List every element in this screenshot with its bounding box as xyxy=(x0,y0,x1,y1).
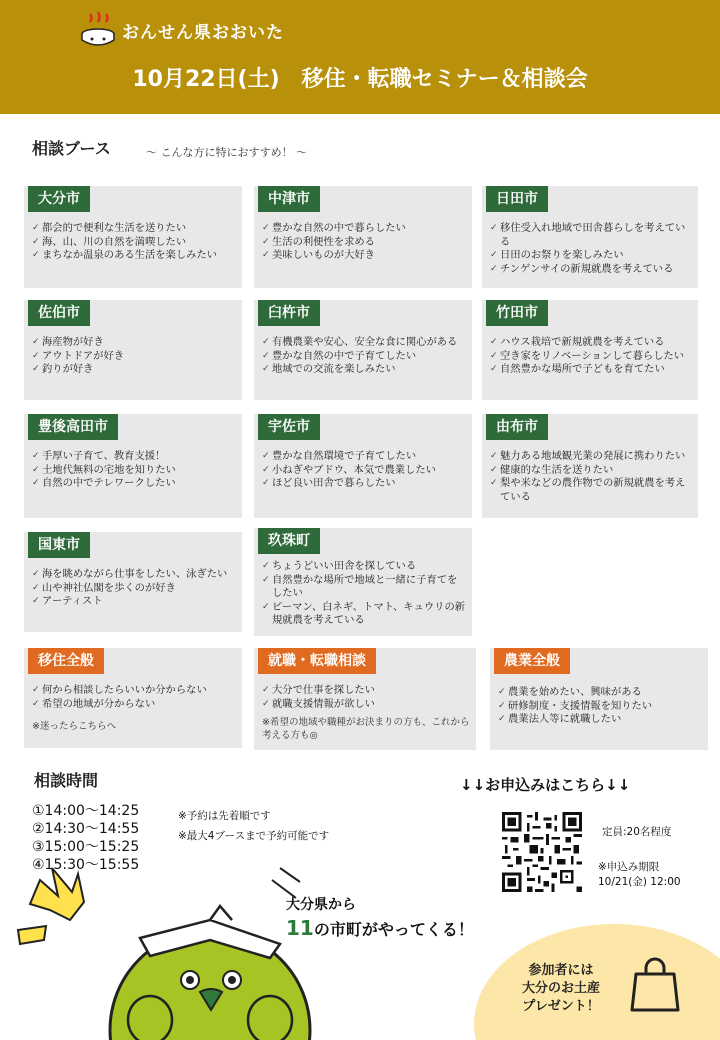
booth-name: 宇佐市 xyxy=(258,414,320,440)
booth-name: 玖珠町 xyxy=(258,528,320,554)
list-item: ✓ 自然豊かな場所で地域と一緒に子育てをしたい xyxy=(262,574,466,601)
header-banner xyxy=(0,0,720,114)
logo xyxy=(78,10,284,50)
booth-name: 豊後高田市 xyxy=(28,414,118,440)
list-item: ✓ 小ねぎやブドウ、本気で農業したい xyxy=(262,464,466,478)
list-item: ✓ 何から相談したらいいか分からない xyxy=(32,684,236,698)
booth-name: 就職・転職相談 xyxy=(258,648,376,674)
list-item: ✓ 研修制度・支援情報を知りたい xyxy=(498,700,702,714)
deadline-value: 10/21(金) 12:00 xyxy=(598,876,681,888)
list-item: ✓ 地域での交流を楽しみたい xyxy=(262,363,466,377)
list-item: ✓ 山や神社仏閣を歩くのが好き xyxy=(32,582,236,596)
booth-name: 日田市 xyxy=(486,186,548,212)
booth-usuki xyxy=(254,300,472,400)
list-item: ✓ 豊かな自然の中で子育てしたい xyxy=(262,350,466,364)
booth-limit-note: ※最大4ブースまで予約可能です xyxy=(178,830,330,842)
time-slot: ④15:30〜15:55 xyxy=(32,857,140,873)
booth-name: 国東市 xyxy=(28,532,90,558)
booth-iju-general xyxy=(24,648,242,748)
booth-name: 大分市 xyxy=(28,186,90,212)
booth-items xyxy=(32,336,236,377)
shopping-bag-icon xyxy=(630,956,680,1014)
mascot-illustration-icon xyxy=(0,860,320,1040)
list-item: ✓ 農業法人等に就職したい xyxy=(498,713,702,727)
booth-name: 農業全般 xyxy=(494,648,570,674)
list-item: ✓ 移住受入れ地域で田舎暮らしを考えている xyxy=(490,222,692,249)
deadline-label: ※申込み期限 xyxy=(598,861,660,873)
booth-nakatsu xyxy=(254,186,472,288)
booth-items xyxy=(262,684,470,711)
list-item: ✓ 大分で仕事を探したい xyxy=(262,684,470,698)
booth-name: 由布市 xyxy=(486,414,548,440)
booth-yufu xyxy=(482,414,698,518)
list-item: ✓ 生活の利便性を求める xyxy=(262,236,466,250)
list-item: ✓ 都会的で便利な生活を送りたい xyxy=(32,222,236,236)
list-item: ✓ ちょうどいい田舎を探している xyxy=(262,560,466,574)
booth-oita xyxy=(24,186,242,288)
logo-text: おんせん県おおいた xyxy=(122,22,284,43)
booth-job-consult xyxy=(254,648,476,750)
speech-bubble xyxy=(286,894,476,940)
list-item: ✓ 豊かな自然の中で暮らしたい xyxy=(262,222,466,236)
list-item: ✓ チンゲンサイの新規就農を考えている xyxy=(490,263,692,277)
qr-code-icon[interactable] xyxy=(502,812,582,892)
list-item: ✓ 海、山、川の自然を満喫したい xyxy=(32,236,236,250)
time-slot: ②14:30〜14:55 xyxy=(32,821,140,837)
booth-items xyxy=(490,222,692,276)
gift-line-1: 参加者には xyxy=(528,963,594,978)
booth-items xyxy=(32,684,236,711)
list-item: ✓ 海を眺めながら仕事をしたい、泳ぎたい xyxy=(32,568,236,582)
booth-taketa xyxy=(482,300,698,400)
gift-line-3: プレゼント！ xyxy=(522,999,600,1014)
capacity-text: 定員:20名程度 xyxy=(602,826,672,838)
list-item: ✓ アウトドアが好き xyxy=(32,350,236,364)
booth-items xyxy=(490,336,692,377)
reservation-note: ※予約は先着順です xyxy=(178,810,271,822)
gift-text xyxy=(506,962,616,1016)
consult-booth-subheading: 〜 こんな方に特におすすめ！ 〜 xyxy=(146,146,308,159)
apply-heading: ↓↓お申込みはこちら↓↓ xyxy=(460,774,630,795)
consult-booth-heading: 相談ブース xyxy=(32,136,111,159)
booth-agri-general xyxy=(490,648,708,750)
list-item: ✓ まちなか温泉のある生活を楽しみたい xyxy=(32,249,236,263)
booth-items xyxy=(32,450,236,491)
list-item: ✓ 希望の地域が分からない xyxy=(32,698,236,712)
booth-items xyxy=(490,450,692,504)
list-item: ✓ アーティスト xyxy=(32,595,236,609)
booth-items xyxy=(32,568,236,609)
booth-items xyxy=(498,686,702,727)
gift-line-2: 大分のお土産 xyxy=(521,981,600,996)
list-item: ✓ ほど良い田舎で暮らしたい xyxy=(262,477,466,491)
list-item: ✓ 自然の中でテレワークしたい xyxy=(32,477,236,491)
speech-line-1: 大分県から xyxy=(286,897,356,913)
list-item: ✓ 健康的な生活を送りたい xyxy=(490,464,692,478)
list-item: ✓ 手厚い子育て、教育支援！ xyxy=(32,450,236,464)
booth-note: ※迷ったらこちらへ xyxy=(32,721,116,732)
booth-kunisaki xyxy=(24,532,242,632)
onsen-logo-icon xyxy=(78,10,118,50)
booth-items xyxy=(262,336,466,377)
time-slot: ①14:00〜14:25 xyxy=(32,803,140,819)
list-item: ✓ 海産物が好き xyxy=(32,336,236,350)
booth-kusu xyxy=(254,528,472,636)
list-item: ✓ 就職支援情報が欲しい xyxy=(262,698,470,712)
list-item: ✓ ハウス栽培で新規就農を考えている xyxy=(490,336,692,350)
booth-items xyxy=(262,222,466,263)
booth-name: 中津市 xyxy=(258,186,320,212)
booth-name: 臼杵市 xyxy=(258,300,320,326)
speech-line-2 xyxy=(286,916,476,940)
speech-line-2-text: の市町がやってくる！ xyxy=(313,920,474,939)
list-item: ✓ 有機農業や安心、安全な食に関心がある xyxy=(262,336,466,350)
list-item: ✓ 美味しいものが大好き xyxy=(262,249,466,263)
list-item: ✓ 豊かな自然環境で子育てしたい xyxy=(262,450,466,464)
booth-saiki xyxy=(24,300,242,400)
list-item: ✓ 空き家をリノベーションして暮らしたい xyxy=(490,350,692,364)
list-item: ✓ 釣りが好き xyxy=(32,363,236,377)
list-item: ✓ ピーマン、白ネギ、トマト、キュウリの新規就農を考えている xyxy=(262,601,466,628)
booth-items xyxy=(262,450,466,491)
booth-name: 竹田市 xyxy=(486,300,548,326)
time-slot: ③15:00〜15:25 xyxy=(32,839,140,855)
booth-items xyxy=(32,222,236,263)
list-item: ✓ 土地代無料の宅地を知りたい xyxy=(32,464,236,478)
deadline xyxy=(598,860,681,890)
booth-name: 移住全般 xyxy=(28,648,104,674)
page-title: 10月22日(土) 移住・転職セミナー＆相談会 xyxy=(132,67,588,92)
list-item: ✓ 自然豊かな場所で子どもを育てたい xyxy=(490,363,692,377)
booth-note: ※希望の地域や職種がお決まりの方も、これから考える方も◎ xyxy=(262,717,470,741)
booth-name: 佐伯市 xyxy=(28,300,90,326)
list-item: ✓ 梨や米などの農作物での新規就農を考えている xyxy=(490,477,692,504)
list-item: ✓ 日田のお祭りを楽しみたい xyxy=(490,249,692,263)
booth-items xyxy=(262,560,466,628)
list-item: ✓ 魅力ある地域観光業の発展に携わりたい xyxy=(490,450,692,464)
booth-hita xyxy=(482,186,698,288)
city-count: 11 xyxy=(286,916,314,940)
schedule-heading: 相談時間 xyxy=(34,768,98,791)
booth-usa xyxy=(254,414,472,518)
booth-bungotakada xyxy=(24,414,242,518)
list-item: ✓ 農業を始めたい、興味がある xyxy=(498,686,702,700)
